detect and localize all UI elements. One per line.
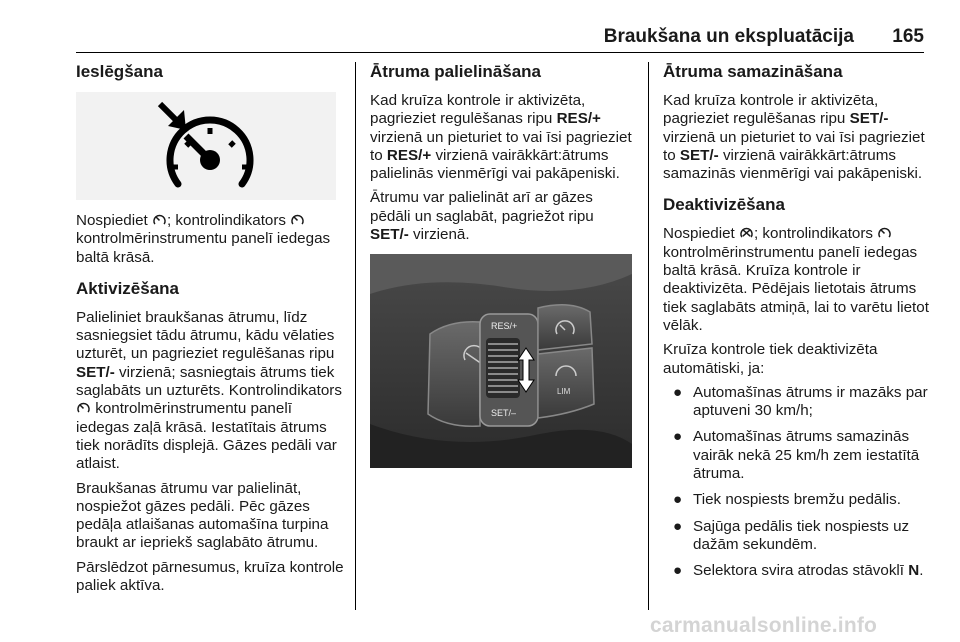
cruise-control-figure <box>76 92 336 200</box>
column-left <box>76 62 346 601</box>
list-item: ● Sajūga pedālis tiek nospiests uz dažām sekundēm. <box>673 517 910 553</box>
res-label: RES/+ <box>491 321 518 332</box>
paragraph-deactivate-2: Kruīza kontrole tiek deaktivizēta automātiski, ja: <box>663 341 878 377</box>
paragraph-activate-3: Pārslēdzot pārnesumus, kruīza kontrole paliek aktīva. <box>76 558 344 595</box>
set-label: SET/– <box>491 408 517 419</box>
cruise-control-indicator-icon <box>877 226 892 239</box>
section-heading-on: Ieslēgšana <box>76 62 163 81</box>
page-title: Braukšana un ekspluatācija <box>603 26 854 47</box>
column-middle <box>370 62 632 468</box>
paragraph-activate-2: Braukšanas ātrumu var palielināt, nospiežot gāzes pedāli. Pēc gāzes pedāļa atlaišanas automašīna turpina braukt ar iepriekš saglabāto ātrumu. <box>76 479 329 552</box>
deactivation-conditions-list <box>663 384 933 581</box>
cruise-control-icon <box>76 92 336 200</box>
list-item: ● Automašīnas ātrums ir mazāks par aptuveni 30 km/h; <box>673 383 928 420</box>
cruise-control-off-icon <box>739 226 754 239</box>
page-number: 165 <box>892 26 924 47</box>
paragraph-deactivate-1: Nospiediet ; kontrolindikators kontrolmērinstrumentu panelī iedegas baltā krāsā. Kruīza kontrole ir deaktivizēta. Pēdējais lietotais ātrums tiek saglabāts atmiņā, lai to varētu lietot vēlāk. <box>663 225 929 334</box>
watermark: carmanualsonline.info <box>650 614 878 637</box>
section-heading-deactivate: Deaktivizēšana <box>663 195 785 215</box>
cruise-control-indicator-icon <box>290 213 305 226</box>
paragraph-decrease-1: Kad kruīza kontrole ir aktivizēta, pagrieziet regulēšanas ripu SET/- virzienā un pieturiet to vai īsi pagrieziet to SET/- virzienā vairākkārt:ātrums samazinās vienmērīgi vai pakāpeniski. <box>663 92 925 183</box>
paragraph-activate-1: Palieliniet braukšanas ātrumu, līdz sasniegsiet tādu ātrumu, kādu vēlaties uzturēt, un pagrieziet regulēšanas ripu SET/- virzienā; sasniegtais ātrums tiek saglabāts un uzturēts. Kontrolindikators kontrolmērinstrumentu panelī iedegas zaļā krāsā. Iestatītais ātrums tiek norādīts displejā. Gāzes pedāli var atlaist. <box>76 308 342 473</box>
list-item: ● Selektora svira atrodas stāvoklī N. <box>673 562 924 580</box>
column-divider <box>355 62 356 610</box>
paragraph-on: Nospiediet ; kontrolindikators kontrolmērinstrumentu panelī iedegas baltā krāsā. <box>76 212 331 266</box>
section-heading-increase: Ātruma palielināšana <box>370 62 542 81</box>
steering-wheel-controls-photo <box>370 254 632 468</box>
paragraph-increase-2: Ātrumu var palielināt arī ar gāzes pēdāli un saglabāt, pagriežot ripu SET/- virzienā. <box>370 189 594 244</box>
lim-label: LIM <box>557 387 571 397</box>
page-header <box>76 20 924 53</box>
list-item: ● Automašīnas ātrums samazinās vairāk nekā 25 km/h zem iestatītā ātruma. <box>673 428 920 483</box>
cruise-control-icon <box>152 213 167 226</box>
column-divider <box>648 62 649 610</box>
section-heading-decrease: Ātruma samazināšana <box>663 62 843 81</box>
column-right <box>663 62 933 589</box>
list-item: ● Tiek nospiests bremžu pedālis. <box>673 491 901 509</box>
cruise-control-indicator-icon <box>76 401 91 414</box>
section-heading-activate: Aktivizēšana <box>76 278 179 298</box>
paragraph-increase-1: Kad kruīza kontrole ir aktivizēta, pagrieziet regulēšanas ripu RES/+ virzienā un pieturiet to vai īsi pagrieziet to RES/+ virzienā vairākkārt:ātrums palielinās vienmērīgi vai pakāpeniski. <box>370 92 632 183</box>
